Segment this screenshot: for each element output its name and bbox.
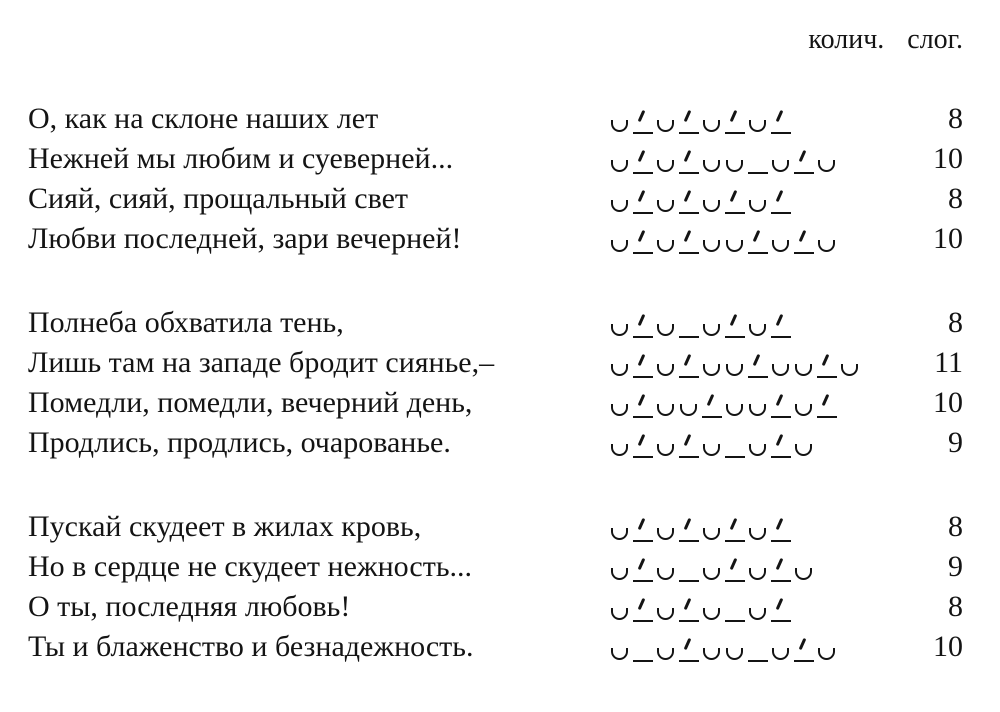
stress-mark: [771, 189, 791, 215]
stress-mark: [633, 517, 653, 543]
scansion-marks: [610, 595, 902, 623]
stress-mark: [771, 597, 791, 623]
syllable-count: 9: [948, 426, 963, 459]
syllable-count: 11: [934, 346, 963, 379]
stress-mark: [771, 557, 791, 583]
breve-mark: [748, 597, 768, 623]
syllable-count: 8: [948, 102, 963, 135]
verse-text: Продлись, продлись, очарованье.: [28, 426, 451, 459]
breve-mark: [610, 637, 630, 663]
scansion-marks: [610, 311, 902, 339]
poem-line: [28, 628, 963, 668]
stress-mark: [679, 637, 699, 663]
poem-line: [28, 304, 963, 344]
stress-mark: [771, 517, 791, 543]
breve-mark: [771, 637, 791, 663]
stress-mark: [771, 433, 791, 459]
breve-mark: [610, 313, 630, 339]
stress-mark: [679, 517, 699, 543]
verse-text: Любви последней, зари вечерней!: [28, 222, 462, 255]
breve-mark: [771, 149, 791, 175]
breve-mark: [610, 229, 630, 255]
stress-mark: [633, 393, 653, 419]
ictus-mark: [748, 637, 768, 663]
stress-mark: [794, 229, 814, 255]
breve-mark: [702, 517, 722, 543]
breve-mark: [748, 433, 768, 459]
stress-mark: [679, 229, 699, 255]
poem-body: [28, 100, 963, 712]
scansion-marks: [610, 147, 902, 175]
breve-mark: [794, 557, 814, 583]
breve-mark: [817, 637, 837, 663]
ictus-mark: [748, 149, 768, 175]
poem-line: [28, 588, 963, 628]
syllable-count: 10: [933, 142, 963, 175]
stress-mark: [633, 229, 653, 255]
breve-mark: [679, 393, 699, 419]
breve-mark: [610, 433, 630, 459]
breve-mark: [610, 597, 630, 623]
breve-mark: [702, 433, 722, 459]
syllable-count: 10: [933, 386, 963, 419]
poem-line: [28, 180, 963, 220]
stress-mark: [633, 149, 653, 175]
breve-mark: [702, 109, 722, 135]
verse-text: О ты, последняя любовь!: [28, 590, 351, 623]
syllable-count: 8: [948, 306, 963, 339]
stress-mark: [679, 597, 699, 623]
stress-mark: [725, 557, 745, 583]
breve-mark: [702, 637, 722, 663]
breve-mark: [656, 313, 676, 339]
stress-mark: [771, 393, 791, 419]
breve-mark: [702, 313, 722, 339]
breve-mark: [610, 353, 630, 379]
stanza: [28, 304, 963, 464]
breve-mark: [794, 353, 814, 379]
breve-mark: [748, 189, 768, 215]
poem-line: [28, 424, 963, 464]
breve-mark: [656, 433, 676, 459]
scansion-marks: [610, 555, 902, 583]
breve-mark: [840, 353, 860, 379]
syllable-count: 9: [948, 550, 963, 583]
breve-mark: [702, 149, 722, 175]
stress-mark: [725, 189, 745, 215]
breve-mark: [656, 637, 676, 663]
breve-mark: [610, 149, 630, 175]
stress-mark: [633, 313, 653, 339]
verse-text: Пускай скудеет в жилах кровь,: [28, 510, 422, 543]
breve-mark: [817, 229, 837, 255]
stress-mark: [771, 313, 791, 339]
poem-line: [28, 220, 963, 260]
breve-mark: [725, 149, 745, 175]
syllable-count: 8: [948, 182, 963, 215]
breve-mark: [656, 353, 676, 379]
scansion-marks: [610, 391, 902, 419]
breve-mark: [702, 229, 722, 255]
breve-mark: [702, 189, 722, 215]
stress-mark: [633, 433, 653, 459]
scansion-marks: [610, 227, 902, 255]
stress-mark: [725, 517, 745, 543]
verse-text: Сияй, сияй, прощальный свет: [28, 182, 409, 215]
breve-mark: [610, 189, 630, 215]
stanza: [28, 508, 963, 668]
breve-mark: [656, 517, 676, 543]
stress-mark: [679, 433, 699, 459]
verse-text: О, как на склоне наших лет: [28, 102, 379, 135]
stress-mark: [633, 189, 653, 215]
breve-mark: [656, 149, 676, 175]
breve-mark: [748, 557, 768, 583]
stress-mark: [633, 597, 653, 623]
column-header: [0, 24, 963, 56]
poem-line: [28, 344, 963, 384]
scansion-marks: [610, 187, 902, 215]
stress-mark: [633, 109, 653, 135]
poem-line: [28, 140, 963, 180]
stress-mark: [725, 313, 745, 339]
verse-text: Помедли, помедли, вечерний день,: [28, 386, 473, 419]
stress-mark: [748, 229, 768, 255]
breve-mark: [610, 517, 630, 543]
breve-mark: [656, 189, 676, 215]
stress-mark: [702, 393, 722, 419]
verse-text: Но в сердце не скудеет нежность...: [28, 550, 473, 583]
breve-mark: [725, 393, 745, 419]
breve-mark: [610, 557, 630, 583]
stress-mark: [817, 393, 837, 419]
stress-mark: [679, 149, 699, 175]
syllable-count: 8: [948, 510, 963, 543]
scansion-marks: [610, 431, 902, 459]
breve-mark: [656, 109, 676, 135]
breve-mark: [771, 229, 791, 255]
stress-mark: [771, 109, 791, 135]
ictus-mark: [725, 597, 745, 623]
ictus-mark: [679, 313, 699, 339]
breve-mark: [725, 637, 745, 663]
breve-mark: [702, 353, 722, 379]
breve-mark: [610, 109, 630, 135]
breve-mark: [817, 149, 837, 175]
breve-mark: [771, 353, 791, 379]
stress-mark: [679, 189, 699, 215]
breve-mark: [656, 229, 676, 255]
scansion-marks: [610, 107, 902, 135]
ictus-mark: [679, 557, 699, 583]
syllable-count-header: колич. слог.: [808, 24, 963, 55]
scansion-marks: [610, 515, 902, 543]
poem-line: [28, 508, 963, 548]
verse-text: Ты и блаженство и безнадежность.: [28, 630, 474, 663]
poem-line: [28, 100, 963, 140]
stress-mark: [679, 353, 699, 379]
breve-mark: [702, 557, 722, 583]
breve-mark: [656, 393, 676, 419]
stress-mark: [817, 353, 837, 379]
stanza: [28, 100, 963, 260]
breve-mark: [794, 393, 814, 419]
stress-mark: [679, 109, 699, 135]
stress-mark: [725, 109, 745, 135]
syllable-count: 8: [948, 590, 963, 623]
stress-mark: [794, 637, 814, 663]
verse-text: Лишь там на западе бродит сиянье,–: [28, 346, 495, 379]
breve-mark: [748, 393, 768, 419]
ictus-mark: [725, 433, 745, 459]
breve-mark: [656, 597, 676, 623]
ictus-mark: [633, 637, 653, 663]
breve-mark: [794, 433, 814, 459]
stress-mark: [633, 353, 653, 379]
scansion-marks: [610, 635, 902, 663]
breve-mark: [702, 597, 722, 623]
verse-text: Нежней мы любим и суеверней...: [28, 142, 454, 175]
scansion-marks: [610, 351, 902, 379]
stress-mark: [794, 149, 814, 175]
stress-mark: [748, 353, 768, 379]
breve-mark: [725, 353, 745, 379]
syllable-count: 10: [933, 630, 963, 663]
breve-mark: [748, 109, 768, 135]
breve-mark: [748, 517, 768, 543]
poem-line: [28, 548, 963, 588]
breve-mark: [610, 393, 630, 419]
syllable-count: 10: [933, 222, 963, 255]
stress-mark: [633, 557, 653, 583]
breve-mark: [656, 557, 676, 583]
breve-mark: [748, 313, 768, 339]
verse-text: Полнеба обхватила тень,: [28, 306, 344, 339]
breve-mark: [725, 229, 745, 255]
poem-line: [28, 384, 963, 424]
